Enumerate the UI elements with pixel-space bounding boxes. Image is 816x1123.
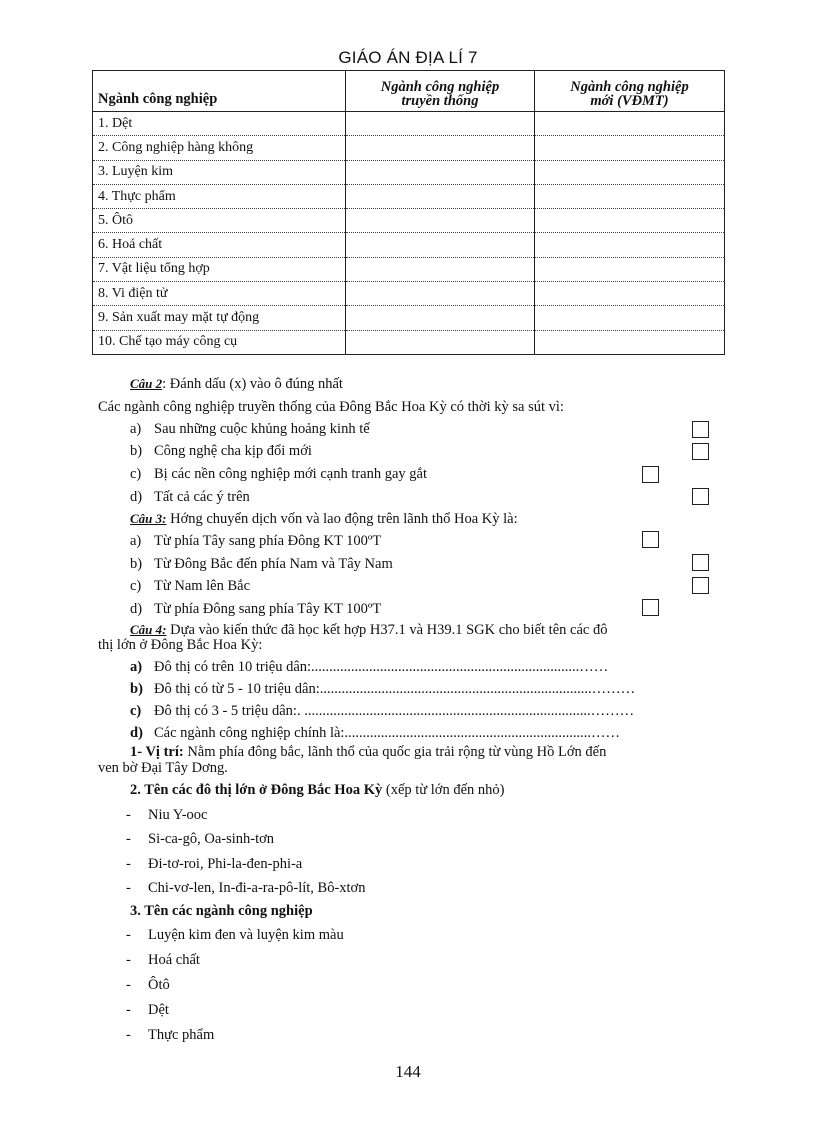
table-row bbox=[93, 184, 725, 208]
section-1-title: 1- Vị trí: bbox=[130, 744, 184, 760]
bullet: - bbox=[126, 856, 131, 872]
question-3-checkbox-a[interactable] bbox=[642, 531, 659, 548]
list-item bbox=[126, 1002, 169, 1019]
table-cell-new[interactable] bbox=[535, 136, 725, 160]
table-cell-traditional[interactable] bbox=[346, 184, 535, 208]
option-text: Bị các nền công nghiệp mới cạnh tranh gay gắt bbox=[154, 466, 428, 482]
table-row bbox=[93, 257, 725, 281]
section-2-note: (xếp từ lớn đến nhỏ) bbox=[382, 782, 505, 798]
table-cell-new[interactable] bbox=[535, 233, 725, 257]
option-text: Từ phía Tây sang phía Đông KT 100ºT bbox=[154, 533, 382, 549]
question-3-option-c bbox=[130, 578, 250, 595]
question-2-checkbox-b[interactable] bbox=[692, 443, 709, 460]
section-2-heading bbox=[130, 782, 505, 799]
table-cell-industry: 4. Thực phẩm bbox=[93, 184, 346, 208]
option-letter: c) bbox=[130, 466, 142, 482]
table-cell-industry: 3. Luyện kim bbox=[93, 160, 346, 184]
table-cell-traditional[interactable] bbox=[346, 209, 535, 233]
table-cell-industry: 2. Công nghiệp hàng không bbox=[93, 136, 346, 160]
question-3-option-d bbox=[130, 601, 381, 618]
section-3-heading bbox=[130, 903, 313, 920]
table-cell-industry: 7. Vật liệu tổng hợp bbox=[93, 257, 346, 281]
option-text: Sau những cuộc khủng hoảng kinh tế bbox=[154, 421, 370, 437]
question-2-checkbox-c[interactable] bbox=[642, 466, 659, 483]
table-header-traditional-line1: Ngành công nghiệp bbox=[380, 79, 500, 95]
option-text: Đô thị có 3 - 5 triệu dân:. ...............................................................................……… bbox=[154, 703, 635, 719]
option-text: Đô thị có từ 5 - 10 triệu dân:...........................................................................……… bbox=[154, 681, 636, 697]
option-letter: d) bbox=[130, 489, 143, 505]
question-3-heading bbox=[130, 511, 518, 528]
option-letter: a) bbox=[130, 533, 142, 549]
option-letter: b) bbox=[130, 556, 143, 572]
option-text: Các ngành công nghiệp chính là:....................................................................…… bbox=[154, 725, 620, 741]
bullet: - bbox=[126, 831, 131, 847]
list-item-text: Đi-tơ-roi, Phi-la-đen-phi-a bbox=[148, 856, 303, 872]
list-item-text: Si-ca-gô, Oa-sinh-tơn bbox=[148, 831, 275, 847]
table-cell-new[interactable] bbox=[535, 330, 725, 354]
table-cell-traditional[interactable] bbox=[346, 282, 535, 306]
table-row bbox=[93, 209, 725, 233]
question-3-option-b bbox=[130, 556, 393, 573]
question-4-option-c bbox=[130, 703, 634, 720]
bullet: - bbox=[126, 952, 131, 968]
table-row bbox=[93, 330, 725, 354]
list-item bbox=[126, 1027, 214, 1044]
table-row bbox=[93, 233, 725, 257]
table-cell-new[interactable] bbox=[535, 209, 725, 233]
table-cell-industry: 10. Chế tạo máy công cụ bbox=[93, 330, 346, 354]
question-2-option-a bbox=[130, 421, 370, 438]
question-2-checkbox-d[interactable] bbox=[692, 488, 709, 505]
page-number: 144 bbox=[395, 1062, 421, 1081]
question-3-checkbox-d[interactable] bbox=[642, 599, 659, 616]
table-cell-traditional[interactable] bbox=[346, 330, 535, 354]
section-3-title: 3. Tên các ngành công nghiệp bbox=[130, 903, 313, 919]
option-letter: a) bbox=[130, 659, 143, 675]
section-1-line2: ven bờ Đại Tây Dơng. bbox=[98, 760, 228, 776]
table-cell-traditional[interactable] bbox=[346, 306, 535, 330]
section-2-title: 2. Tên các đô thị lớn ở Đông Bắc Hoa Kỳ bbox=[130, 782, 383, 798]
bullet: - bbox=[126, 880, 131, 896]
table-cell-industry: 1. Dệt bbox=[93, 112, 346, 136]
option-text: Từ phía Đông sang phía Tây KT 100ºT bbox=[154, 601, 382, 617]
table-header-row bbox=[93, 71, 725, 112]
table-cell-traditional[interactable] bbox=[346, 160, 535, 184]
table-cell-new[interactable] bbox=[535, 160, 725, 184]
option-letter: c) bbox=[130, 578, 142, 594]
option-text: Công nghệ cha kịp đổi mới bbox=[154, 443, 312, 459]
question-3-option-a bbox=[130, 533, 381, 550]
section-1-line1 bbox=[130, 744, 606, 761]
question-4-option-a bbox=[130, 659, 608, 676]
list-item bbox=[126, 880, 365, 897]
table-cell-industry: 9. Sản xuất may mặt tự động bbox=[93, 306, 346, 330]
bullet: - bbox=[126, 807, 131, 823]
bullet: - bbox=[126, 1002, 131, 1018]
page-header: GIÁO ÁN ĐỊA LÍ 7 bbox=[338, 48, 478, 67]
question-3-label: Câu 3: bbox=[130, 511, 167, 526]
list-item-text: Thực phẩm bbox=[148, 1027, 215, 1043]
table-header-new-line2: mới (VĐMT) bbox=[590, 93, 669, 109]
option-letter: b) bbox=[130, 443, 143, 459]
list-item bbox=[126, 831, 274, 848]
list-item bbox=[126, 807, 207, 824]
table-row bbox=[93, 136, 725, 160]
option-letter: d) bbox=[130, 725, 143, 741]
option-letter: d) bbox=[130, 601, 143, 617]
table-cell-new[interactable] bbox=[535, 282, 725, 306]
list-item bbox=[126, 856, 302, 873]
table-cell-industry: 8. Vi điện tử bbox=[93, 282, 346, 306]
table-header-new-line1: Ngành công nghiệp bbox=[570, 79, 689, 95]
table-cell-new[interactable] bbox=[535, 257, 725, 281]
table-cell-new[interactable] bbox=[535, 184, 725, 208]
question-4-option-d bbox=[130, 725, 620, 742]
question-2-label: Câu 2 bbox=[130, 376, 163, 391]
table-cell-traditional[interactable] bbox=[346, 233, 535, 257]
option-text: Từ Đông Bắc đến phía Nam và Tây Nam bbox=[154, 556, 393, 572]
option-text: Đô thị có trên 10 triệu dân:..........................................................................…… bbox=[154, 659, 609, 675]
question-3-checkbox-b[interactable] bbox=[692, 554, 709, 571]
option-text: Từ Nam lên Bắc bbox=[154, 578, 251, 594]
question-2-stem: Các ngành công nghiệp truyền thống của Đông Bắc Hoa Kỳ có thời kỳ sa sút vì: bbox=[98, 399, 564, 415]
question-3-prompt: Hớng chuyển dịch vốn và lao động trên lãnh thổ Hoa Kỳ là: bbox=[166, 511, 518, 527]
list-item-text: Hoá chất bbox=[148, 952, 200, 968]
list-item bbox=[126, 977, 170, 994]
question-4-prompt-line2: thị lớn ở Đông Bắc Hoa Kỳ: bbox=[98, 637, 263, 653]
question-3-checkbox-c[interactable] bbox=[692, 577, 709, 594]
question-2-option-d bbox=[130, 489, 250, 506]
list-item-text: Niu Y-ooc bbox=[148, 807, 208, 823]
option-letter: c) bbox=[130, 703, 142, 719]
question-2-option-c bbox=[130, 466, 427, 483]
question-4-label: Câu 4: bbox=[130, 622, 167, 637]
option-text: Tất cả các ý trên bbox=[154, 489, 250, 505]
bullet: - bbox=[126, 1027, 131, 1043]
question-4-prompt-line1: Dựa vào kiến thức đã học kết hợp H37.1 và H39.1 SGK cho biết tên các đô bbox=[166, 622, 608, 638]
list-item-text: Dệt bbox=[148, 1002, 169, 1018]
question-2-prompt: : Đánh dấu (x) vào ô đúng nhất bbox=[162, 376, 343, 392]
table-row bbox=[93, 160, 725, 184]
option-letter: b) bbox=[130, 681, 143, 697]
bullet: - bbox=[126, 977, 131, 993]
question-2-checkbox-a[interactable] bbox=[692, 421, 709, 438]
question-2-option-b bbox=[130, 443, 312, 460]
table-header-new bbox=[535, 71, 725, 112]
table-cell-industry: 5. Ôtô bbox=[93, 209, 346, 233]
table-row bbox=[93, 112, 725, 136]
industry-table bbox=[92, 70, 725, 355]
table-row bbox=[93, 306, 725, 330]
list-item-text: Ôtô bbox=[148, 977, 170, 993]
question-4-option-b bbox=[130, 681, 635, 698]
list-item bbox=[126, 952, 200, 969]
list-item-text: Luyện kim đen và luyện kim màu bbox=[148, 927, 344, 943]
table-cell-new[interactable] bbox=[535, 112, 725, 136]
table-cell-new[interactable] bbox=[535, 306, 725, 330]
section-1-text: Nằm phía đông bắc, lãnh thổ của quốc gia trải rộng từ vùng Hồ Lớn đến bbox=[183, 744, 607, 760]
table-cell-traditional[interactable] bbox=[346, 136, 535, 160]
option-letter: a) bbox=[130, 421, 142, 437]
list-item bbox=[126, 927, 344, 944]
table-row bbox=[93, 282, 725, 306]
list-item-text: Chi-vơ-len, In-đi-a-ra-pô-lít, Bô-xtơn bbox=[148, 880, 366, 896]
question-2-heading bbox=[130, 376, 343, 393]
table-cell-industry: 6. Hoá chất bbox=[93, 233, 346, 257]
table-header-traditional bbox=[346, 71, 535, 112]
table-cell-traditional[interactable] bbox=[346, 257, 535, 281]
table-header-industry: Ngành công nghiệp bbox=[93, 71, 346, 112]
table-cell-traditional[interactable] bbox=[346, 112, 535, 136]
table-header-traditional-line2: truyền thống bbox=[401, 93, 479, 109]
bullet: - bbox=[126, 927, 131, 943]
